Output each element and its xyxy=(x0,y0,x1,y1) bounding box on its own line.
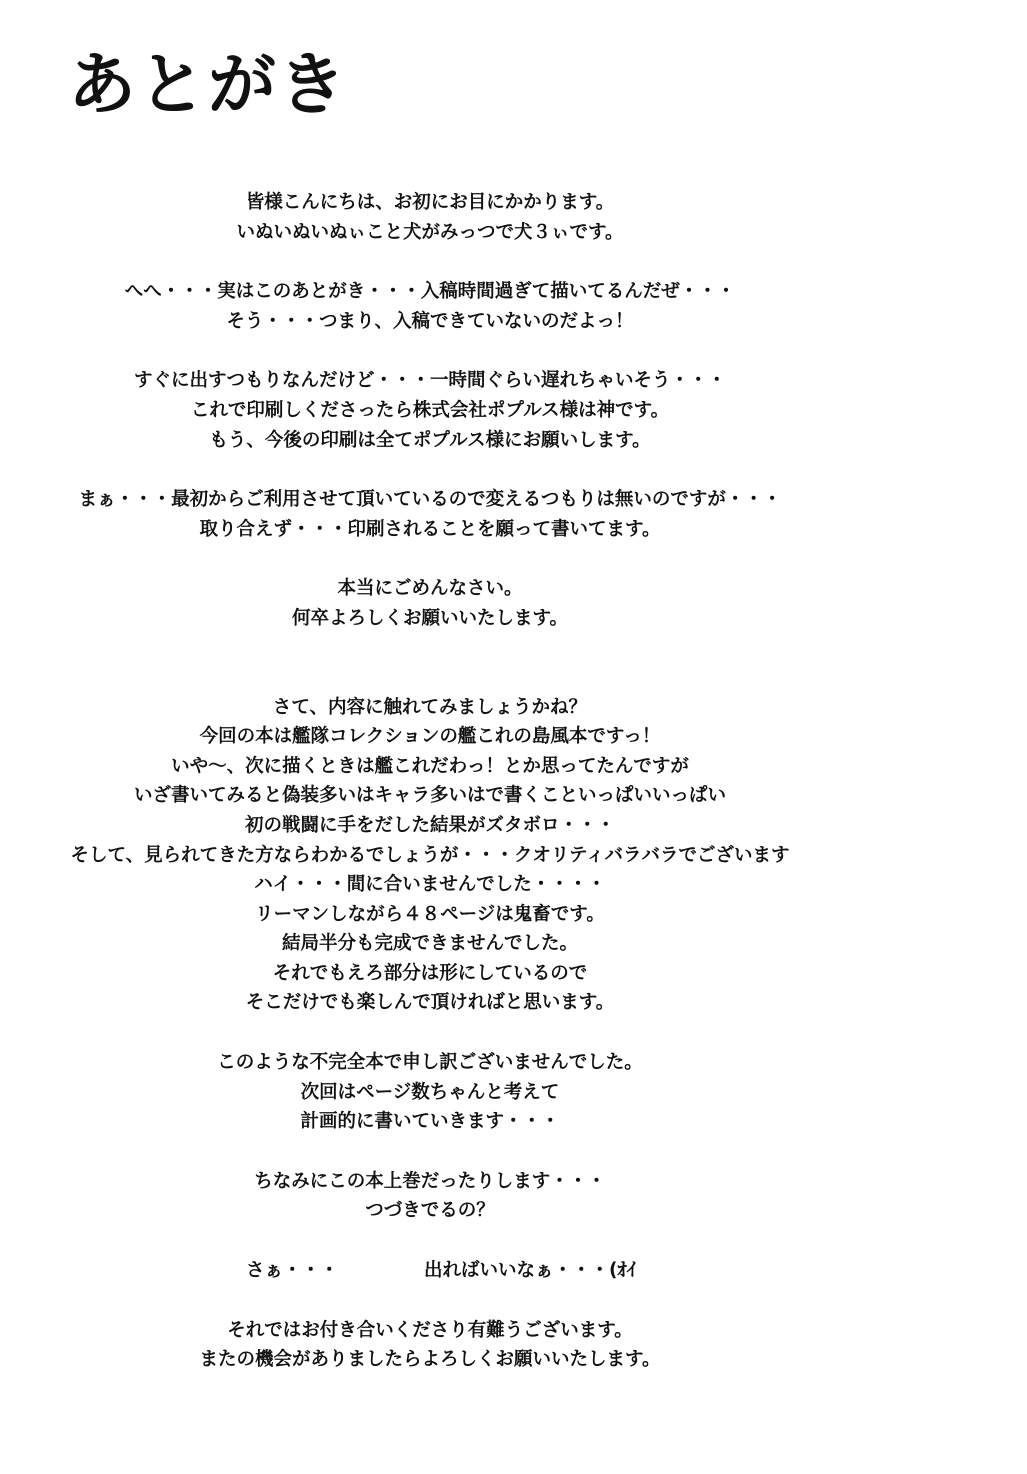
paragraph-first-volume xyxy=(0,1167,860,1226)
text-line: つづきでるの？ xyxy=(365,1200,495,1222)
split-line-left: さぁ・・・ xyxy=(246,1260,339,1282)
text-line: いぬいぬいぬぃこと犬がみっつで犬３ぃです。 xyxy=(236,221,624,243)
text-line: 皆様こんにちは、お初にお目にかかります。 xyxy=(245,192,615,213)
split-line xyxy=(0,1256,860,1286)
text-line: それではお付き合いくださり有難うございます。 xyxy=(227,1319,633,1341)
paragraph-content xyxy=(0,693,860,1019)
text-line: 結局半分も完成できませんでした。 xyxy=(281,933,578,955)
text-line: そう・・・つまり、入稿できていないのだよっ！ xyxy=(226,310,634,332)
page-title: あとがき xyxy=(68,46,349,125)
paragraph-printing xyxy=(0,366,860,455)
text-line: これで印刷しくださったら株式会社ポプルス様は神です。 xyxy=(190,399,670,421)
paragraph-closing xyxy=(0,1316,860,1375)
text-line: ちなみにこの本上巻だったりします・・・ xyxy=(254,1170,606,1192)
text-line: それでもえろ部分は形にしているので xyxy=(272,962,588,984)
text-line: 取り合えず・・・印刷されることを願って書いてます。 xyxy=(199,518,661,540)
text-line: ハイ・・・間に合いませんでした・・・・ xyxy=(254,874,606,896)
text-line: 今回の本は艦隊コレクションの艦これの島風本ですっ！ xyxy=(199,726,661,748)
text-line: もう、今後の印刷は全てポプルス様にお願いします。 xyxy=(209,429,651,451)
text-line: 本当にごめんなさい。 xyxy=(337,578,523,600)
text-line: 初の戦闘に手をだした結果がズタボロ・・・ xyxy=(244,814,615,836)
text-line: そこだけでも楽しんで頂ければと思います。 xyxy=(245,992,615,1014)
text-line: まぁ・・・最初からご利用させて頂いているので変えるつもりは無いのですが・・・ xyxy=(78,489,782,511)
text-line: へへ・・・実はこのあとがき・・・入稿時間過ぎて描いてるんだぜ・・・ xyxy=(124,281,736,303)
paragraph-late-submission xyxy=(0,277,860,336)
text-line: いざ書いてみると偽装多いはキャラ多いはで書くこといっぱいいっぱい xyxy=(133,785,726,807)
text-line: すぐに出すつもりなんだけど・・・一時間ぐらい遅れちゃいそう・・・ xyxy=(133,370,726,392)
text-line: さて、内容に触れてみましょうかね？ xyxy=(272,696,588,718)
paragraph-incomplete xyxy=(0,1048,860,1137)
text-line: 計画的に書いていきます・・・ xyxy=(300,1111,560,1133)
afterword-body xyxy=(0,188,860,1375)
paragraph-usage xyxy=(0,485,860,544)
paragraph-apology xyxy=(0,574,860,633)
text-line: そして、見られてきた方ならわかるでしょうが・・・クオリティバラバラでございます xyxy=(70,844,790,866)
text-line: 次回はページ数ちゃんと考えて xyxy=(300,1081,560,1103)
text-line: またの機会がありましたらよろしくお願いいたします。 xyxy=(199,1349,661,1371)
text-line: 何卒よろしくお願いいたします。 xyxy=(291,607,569,629)
split-line-right: 出ればいいなぁ・・・(ｵｲ xyxy=(424,1260,636,1282)
paragraph-greeting xyxy=(0,188,860,247)
text-line: いや～、次に描くときは艦これだわっ！とか思ってたんですが xyxy=(171,755,689,777)
text-line: このような不完全本で申し訳ございませんでした。 xyxy=(217,1052,643,1074)
text-line: リーマンしながら４８ページは鬼畜です。 xyxy=(255,903,605,925)
